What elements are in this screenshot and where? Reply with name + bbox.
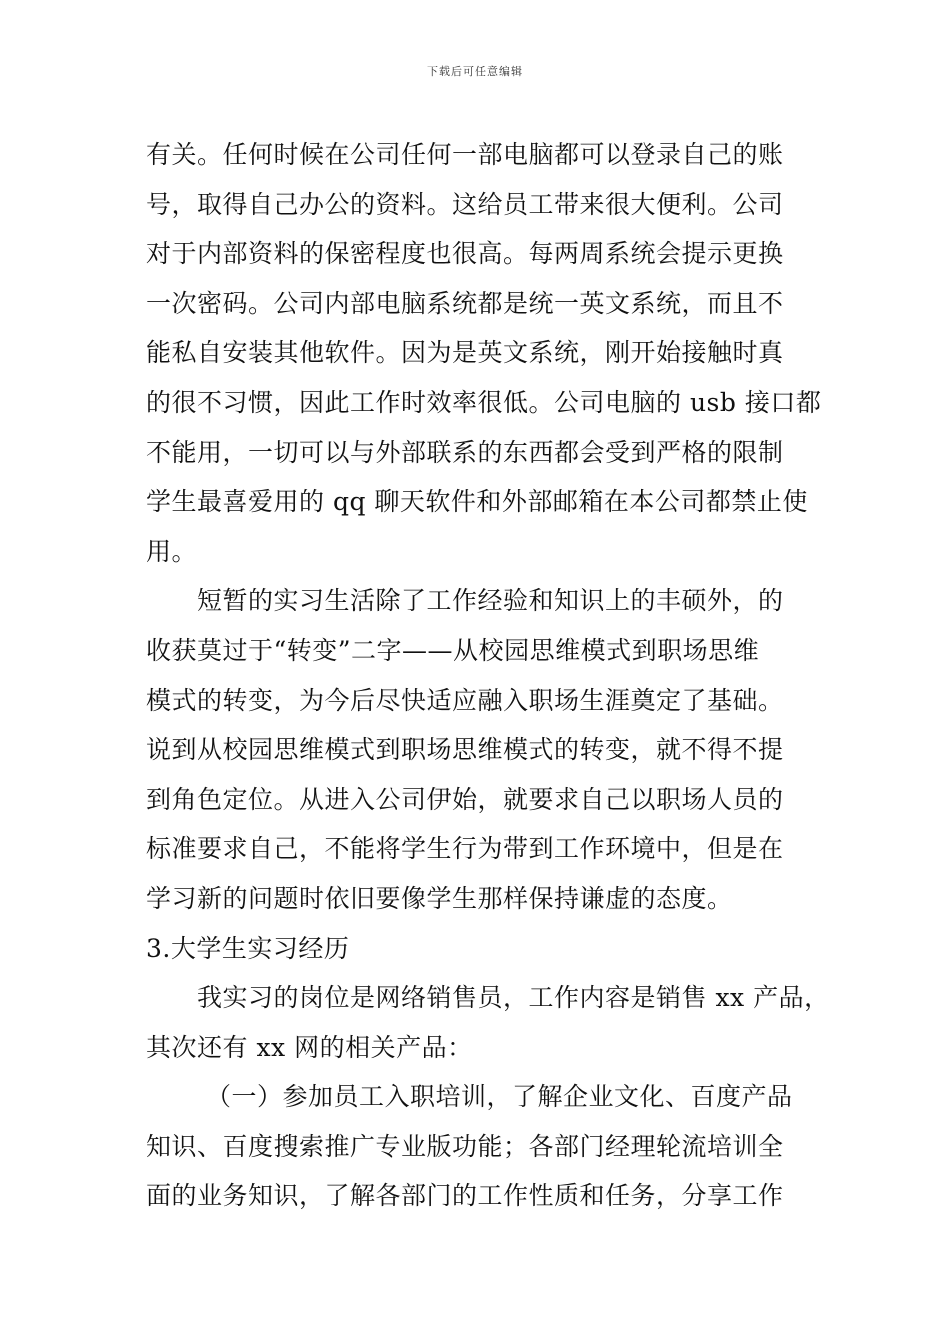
list-item-start-line: （一）参加员工入职培训，了解企业文化、百度产品: [206, 1082, 793, 1112]
text-line: 说到从校园思维模式到职场思维模式的转变，就不得不提: [146, 735, 784, 765]
paragraph-start-line: 我实习的岗位是网络销售员，工作内容是销售 xx 产品，: [197, 983, 830, 1013]
section-heading: 3.大学生实习经历: [146, 933, 350, 963]
text-line: 知识、百度搜索推广专业版功能；各部门经理轮流培训全: [146, 1131, 784, 1161]
text-line: 号，取得自己办公的资料。这给员工带来很大便利。公司: [146, 189, 784, 219]
text-line: 能私自安装其他软件。因为是英文系统，刚开始接触时真: [146, 338, 784, 368]
text-line: 学习新的问题时依旧要像学生那样保持谦虚的态度。: [146, 883, 733, 913]
page-header: 下载后可任意编辑: [427, 65, 523, 78]
text-line: 模式的转变，为今后尽快适应融入职场生涯奠定了基础。: [146, 685, 784, 715]
text-line: 对于内部资料的保密程度也很高。每两周系统会提示更换: [146, 239, 784, 269]
text-line: 不能用，一切可以与外部联系的东西都会受到严格的限制: [146, 437, 784, 467]
text-line: 用。: [146, 536, 198, 566]
document-body: [146, 130, 846, 1221]
text-line: 到角色定位。从进入公司伊始，就要求自己以职场人员的: [146, 784, 784, 814]
text-line: 有关。任何时候在公司任何一部电脑都可以登录自己的账: [146, 140, 784, 169]
text-line: 的很不习惯，因此工作时效率很低。公司电脑的 usb 接口都: [146, 387, 822, 417]
text-line: 学生最喜爱用的 qq 聊天软件和外部邮箱在本公司都禁止使: [146, 487, 808, 517]
text-line: 面的业务知识，了解各部门的工作性质和任务，分享工作: [146, 1181, 784, 1211]
text-line: 其次还有 xx 网的相关产品：: [146, 1032, 473, 1062]
text-line: 收获莫过于“转变”二字——从校园思维模式到职场思维: [146, 635, 760, 665]
paragraph-start-line: 短暂的实习生活除了工作经验和知识上的丰硕外，的: [197, 586, 784, 616]
text-line: 一次密码。公司内部电脑系统都是统一英文系统，而且不: [146, 288, 784, 318]
text-line: 标准要求自己，不能将学生行为带到工作环境中，但是在: [146, 834, 784, 864]
